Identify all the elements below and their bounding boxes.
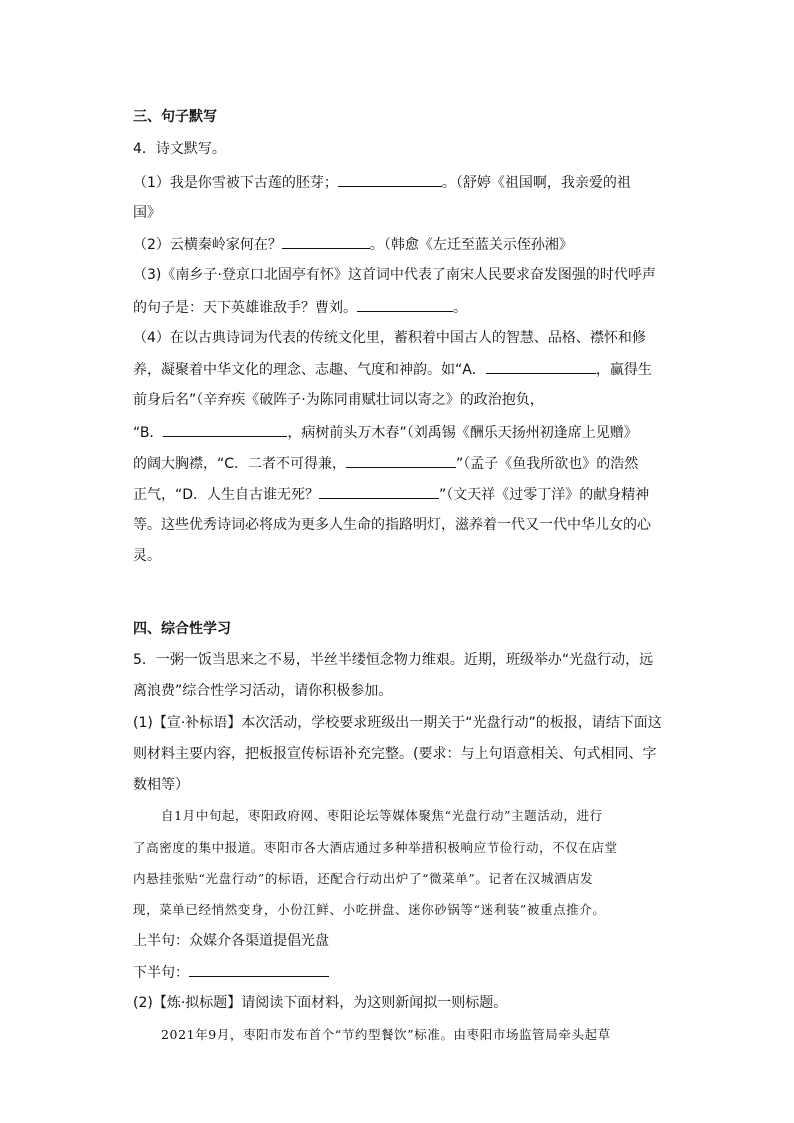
material-1-line4: 现，菜单已经悄然变身，小份江鲜、小吃拼盘、迷你砂锅等“迷利装”被重点推介。 [133, 902, 606, 917]
section-3-heading: 三、句子默写 [133, 109, 217, 125]
q4-item-2-source: 。（韩愈《左迁至蓝关示侄孙湘》 [369, 237, 573, 253]
q4-item-4-line5: 的阔大胸襟，“C．二者不可得兼， ”（孟子《鱼我所欲也》的浩然 [133, 453, 638, 474]
question-5-line2: 离浪费”综合性学习活动，请你积极参加。 [133, 683, 393, 699]
q4-item-4-line4: “B． ，病树前头万木春”（刘禹锡《酬乐天扬州初逢席上见赠》 [133, 422, 638, 443]
q5-sub2-line: (2)【炼·拟标题】请阅读下面材料，为这则新闻拟一则标题。 [133, 995, 508, 1011]
answer-blank[interactable] [282, 234, 370, 249]
q4-item-3-line2: 的句子是：天下英雄谁敌手？曹刘。 。 [133, 297, 467, 318]
answer-blank-b[interactable] [163, 422, 287, 437]
q5-sub1-line3: 数相等） [133, 777, 189, 793]
q4-item-4-line1: （4）在以古典诗词为代表的传统文化里，蓄积着中国古人的智慧、品格、襟怀和修 [133, 330, 646, 346]
material-1-line2: 了高密度的集中报道。枣阳市各大酒店通过多种举措积极响应节俭行动，不仅在店堂 [133, 840, 618, 855]
slogan-upper: 上半句：众媒介各渠道提倡光盘 [133, 933, 329, 949]
material-2-line1: 2021年9月，枣阳市发布首个“节约型餐饮”标准。由枣阳市场监管局牵头起草 [161, 1027, 611, 1042]
slogan-lower-line [133, 962, 329, 983]
q4-item-1-cont: 国》 [133, 205, 161, 221]
slogan-lower-label: 下半句： [133, 965, 189, 981]
q4-item-1-text: （1）我是你雪被下古莲的胚芽； [133, 175, 338, 191]
q4-item-4-line3: 前身后名”（辛弃疾《破阵子·为陈同甫赋壮词以寄之》的政治抱负， [133, 392, 544, 408]
answer-blank-c[interactable] [346, 453, 456, 468]
q5-sub1-line1: (1)【宣·补标语】本次活动，学校要求班级出一期关于“光盘行动”的板报，请结下面这 [133, 715, 662, 731]
answer-blank[interactable] [338, 172, 442, 187]
question-5-line1: 5．一粥一饭当思来之不易，半丝半缕恒念物力维艰。近期，班级举办“光盘行动，远 [133, 652, 654, 668]
q4-item-4-line6: 正气，“D．人生自古谁无死？ ”（文天祥《过零丁洋》的献身精神 [133, 484, 649, 505]
material-1-line3: 内悬挂张贴“光盘行动”的标语，还配合行动出炉了“微菜单”。记者在汉城酒店发 [133, 871, 594, 886]
answer-blank-slogan[interactable] [189, 962, 329, 977]
q4-item-4-line7: 等。这些优秀诗词必将成为更多人生命的指路明灯，滋养着一代又一代中华儿女的心 [133, 517, 651, 533]
material-1-line1: 自1月中旬起，枣阳政府网、枣阳论坛等媒体聚焦“光盘行动”主题活动，进行 [161, 808, 603, 823]
q4-item-3-line: （3)《南乡子·登京口北固亭有怀》这首词中代表了南宋人民要求奋发图强的时代呼声 [133, 267, 656, 283]
q5-sub1-line2: 则材料主要内容，把板报宣传标语补充完整。(要求：与上句语意相关、句式相同、字 [133, 746, 657, 762]
q4-item-1-line [133, 172, 631, 193]
question-4-stem: 4．诗文默写。 [133, 141, 226, 157]
answer-blank-a[interactable] [486, 359, 596, 374]
q4-item-2-line [133, 234, 573, 255]
section-4-heading: 四、综合性学习 [133, 621, 231, 637]
q4-item-2-text: （2）云横秦岭家何在？ [133, 237, 282, 253]
q4-item-4-line8: 灵。 [133, 548, 161, 564]
q4-item-3-text: 的句子是：天下英雄谁敌手？曹刘。 [133, 300, 357, 316]
answer-blank[interactable] [357, 297, 453, 312]
q4-item-1-source: 。（舒婷《祖国啊，我亲爱的祖 [441, 175, 631, 191]
answer-blank-d[interactable] [319, 484, 439, 499]
q4-item-4-line2: 养，凝聚着中华文化的理念、志趣、气度和神韵。如“A． ，赢得生 [133, 359, 652, 380]
